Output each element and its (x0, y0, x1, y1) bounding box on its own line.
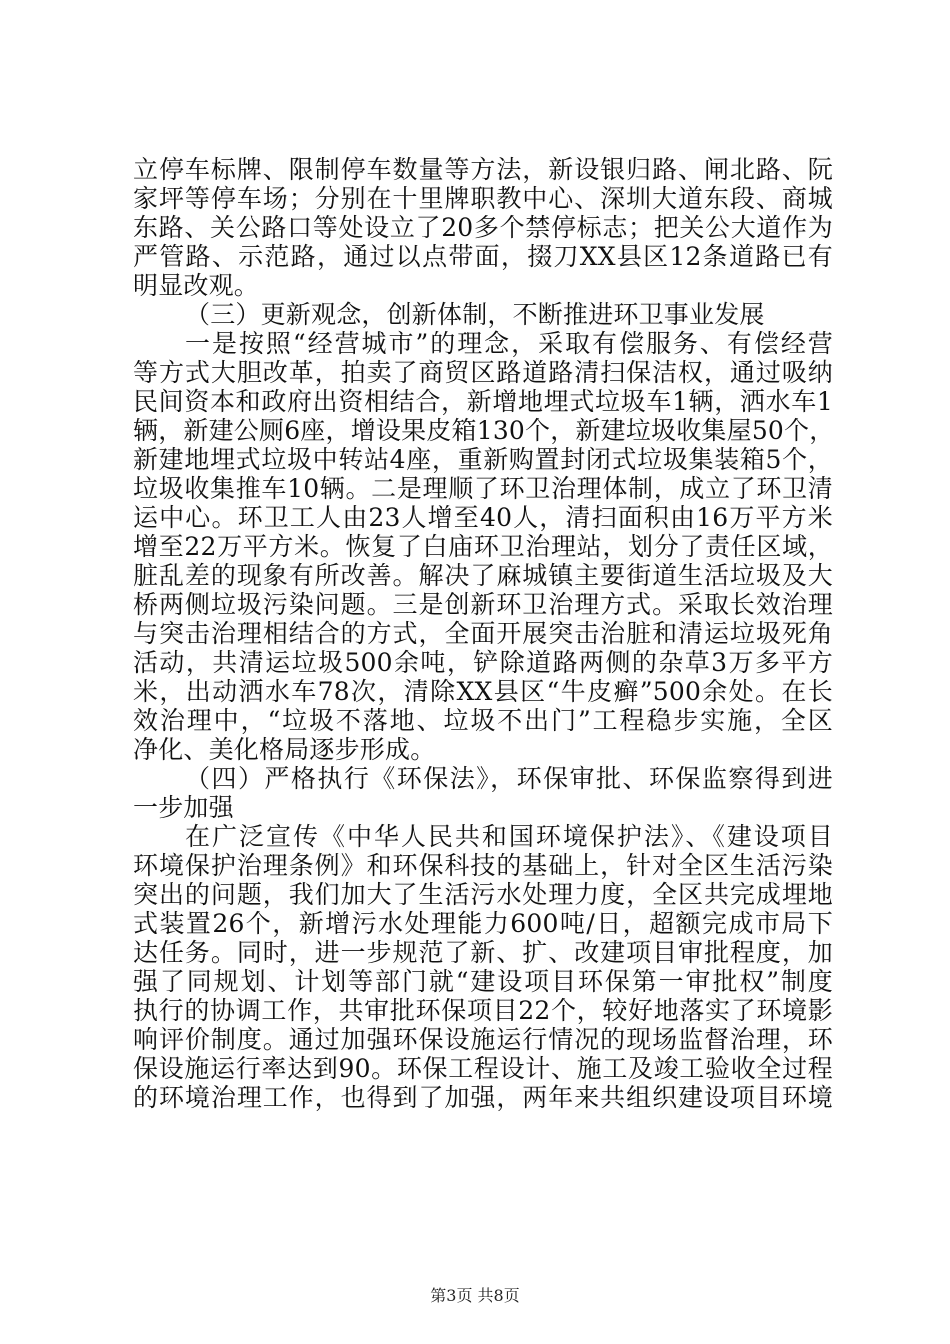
text-line: 净化、美化格局逐步形成。 (133, 735, 436, 764)
text-line: 垃圾收集推车10辆。二是理顺了环卫治理体制，成立了环卫清 (133, 474, 833, 503)
text-line: 脏乱差的现象有所改善。解决了麻城镇主要街道生活垃圾及大 (133, 561, 833, 590)
text-line: 明显改观。 (133, 271, 260, 300)
text-line: 强了同规划、计划等部门就“建设项目环保第一审批权”制度 (133, 967, 833, 996)
text-line: 与突击治理相结合的方式，全面开展突击治脏和清运垃圾死角 (133, 619, 833, 648)
section-heading-3: （三）更新观念，创新体制，不断推进环卫事业发展 (185, 300, 765, 329)
text-line: 执行的协调工作，共审批环保项目22个，较好地落实了环境影 (133, 996, 833, 1025)
text-line: 辆，新建公厕6座，增设果皮箱130个，新建垃圾收集屋50个， (133, 416, 835, 445)
text-line: 新建地埋式垃圾中转站4座，重新购置封闭式垃圾集装箱5个， (133, 445, 833, 474)
page-number-footer: 第3页 共8页 (430, 1286, 520, 1305)
text-line: 增至22万平方米。恢复了白庙环卫治理站，划分了责任区域， (133, 532, 833, 561)
section-heading-4-cont: 一步加强 (133, 793, 234, 822)
text-line: 响评价制度。通过加强环保设施运行情况的现场监督治理，环 (133, 1025, 833, 1054)
text-line: 运中心。环卫工人由23人增至40人，清扫面积由16万平方米 (133, 503, 833, 532)
text-line: 保设施运行率达到90。环保工程设计、施工及竣工验收全过程 (133, 1054, 833, 1083)
text-line: 式装置26个，新增污水处理能力600吨/日，超额完成市局下 (133, 909, 833, 938)
text-line: 效治理中，“垃圾不落地、垃圾不出门”工程稳步实施，全区 (133, 706, 833, 735)
text-line: 民间资本和政府出资相结合，新增地埋式垃圾车1辆，洒水车1 (133, 387, 833, 416)
text-line: 立停车标牌、限制停车数量等方法，新设银归路、闸北路、阮 (133, 155, 833, 184)
text-line: 在广泛宣传《中华人民共和国环境保护法》、《建设项目 (185, 822, 833, 851)
text-line: 的环境治理工作，也得到了加强，两年来共组织建设项目环境 (133, 1083, 833, 1112)
text-line: 东路、关公路口等处设立了20多个禁停标志；把关公大道作为 (133, 213, 833, 242)
text-line: 达任务。同时，进一步规范了新、扩、改建项目审批程度，加 (133, 938, 833, 967)
document-body (133, 155, 833, 1112)
text-line: 家坪等停车场；分别在十里牌职教中心、深圳大道东段、商城 (133, 184, 833, 213)
text-line: 严管路、示范路，通过以点带面，掇刀XX县区12条道路已有 (133, 242, 833, 271)
text-line: 等方式大胆改革，拍卖了商贸区路道路清扫保洁权，通过吸纳 (133, 358, 833, 387)
section-heading-4: （四）严格执行《环保法》，环保审批、环保监察得到进 (185, 764, 833, 793)
text-line: 活动，共清运垃圾500余吨，铲除道路两侧的杂草3万多平方 (133, 648, 833, 677)
text-line: 桥两侧垃圾污染问题。三是创新环卫治理方式。采取长效治理 (133, 590, 833, 619)
text-line: 米，出动洒水车78次，清除XX县区“牛皮癣”500余处。在长 (133, 677, 833, 706)
text-line: 环境保护治理条例》和环保科技的基础上，针对全区生活污染 (133, 851, 833, 880)
text-line: 突出的问题，我们加大了生活污水处理力度，全区共完成埋地 (133, 880, 833, 909)
text-line: 一是按照“经营城市”的理念，采取有偿服务、有偿经营 (185, 329, 833, 358)
